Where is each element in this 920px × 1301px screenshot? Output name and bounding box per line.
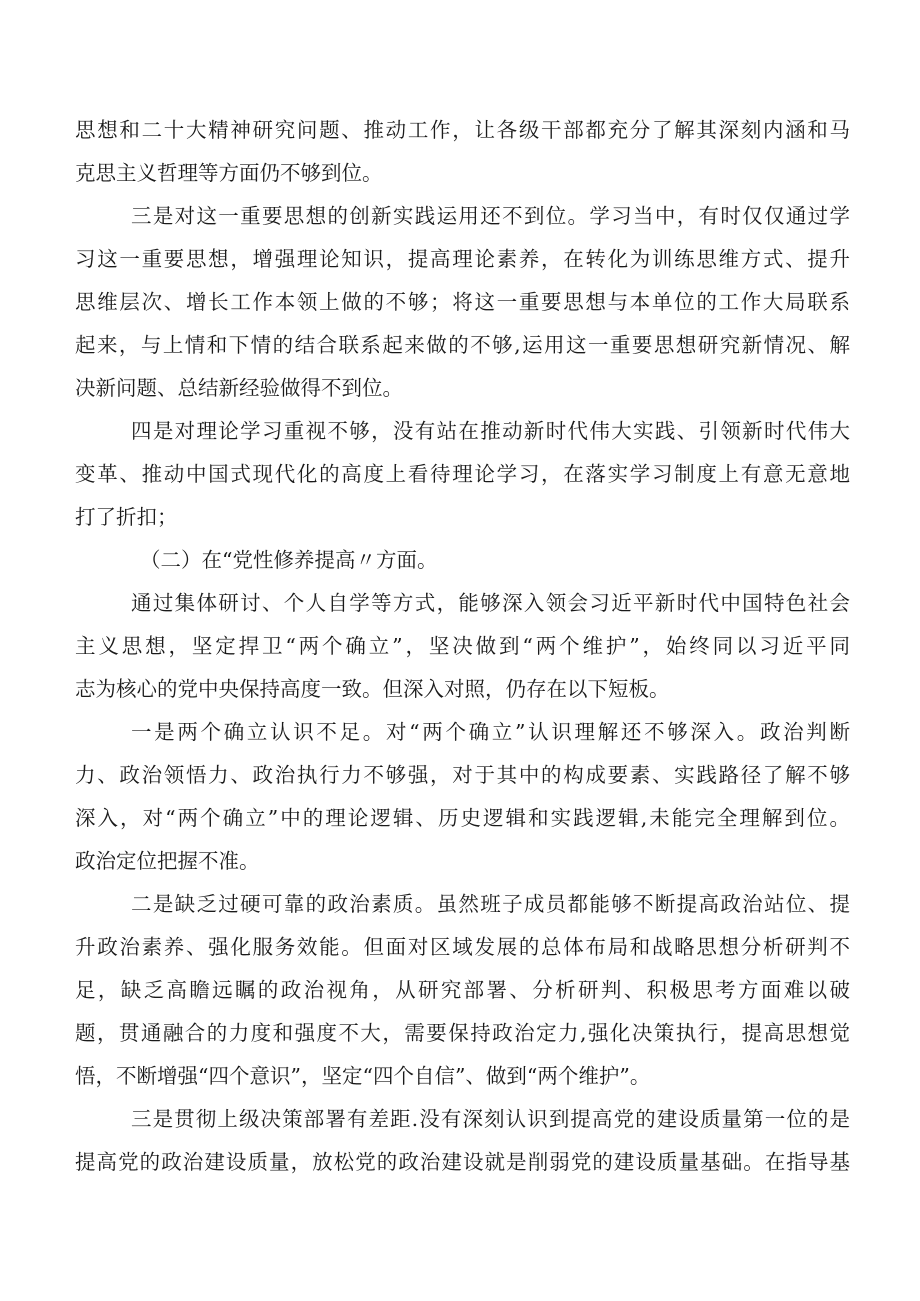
text-line: 力、政治领悟力、政治执行力不够强，对于其中的构成要素、实践路径了解不够 [75, 763, 850, 787]
paragraph-first-line: 通过集体研讨、个人自学等方式，能够深入领会习近平新时代中国特色社会 [131, 591, 850, 615]
text-line: 升政治素养、强化服务效能。但面对区域发展的总体布局和战略思想分析研判不 [75, 935, 850, 959]
paragraph-first-line: 二是缺乏过硬可靠的政治素质。虽然班子成员都能够不断提高政治站位、提 [131, 892, 850, 916]
text-line: 提高党的政治建设质量，放松党的政治建设就是削弱党的建设质量基础。在指导基 [75, 1150, 850, 1174]
text-line: 悟，不断增强“四个意识”，坚定“四个自信”、做到“两个维护”。 [75, 1064, 651, 1088]
text-line: 打了折扣； [75, 505, 178, 529]
text-line: 变革、推动中国式现代化的高度上看待理论学习，在落实学习制度上有意无意地 [75, 462, 850, 486]
text-line: 深入，对“两个确立”中的理论逻辑、历史逻辑和实践逻辑,未能完全理解到位。 [75, 806, 850, 830]
text-line: 思想和二十大精神研究问题、推动工作，让各级干部都充分了解其深刻内涵和马 [75, 118, 850, 142]
text-line: 题，贯通融合的力度和强度不大，需要保持政治定力,强化决策执行，提高思想觉 [75, 1021, 850, 1045]
text-line: 起来，与上情和下情的结合联系起来做的不够,运用这一重要思想研究新情况、解 [75, 333, 850, 357]
text-line: 思维层次、增长工作本领上做的不够；将这一重要思想与本单位的工作大局联系 [75, 290, 850, 314]
text-line: 主义思想，坚定捍卫“两个确立”，坚决做到“两个维护”，始终同以习近平同 [75, 634, 850, 658]
section-heading: （二）在“党性修养提高〃方面。 [140, 548, 438, 572]
paragraph-first-line: 四是对理论学习重视不够，没有站在推动新时代伟大实践、引领新时代伟大 [131, 419, 850, 443]
text-line: 志为核心的党中央保持高度一致。但深入对照，仍存在以下短板。 [75, 677, 670, 701]
text-line: 克思主义哲理等方面仍不够到位。 [75, 161, 383, 185]
paragraph-first-line: 三是贯彻上级决策部署有差距.没有深刻认识到提高党的建设质量第一位的是 [131, 1107, 850, 1131]
text-line: 习这一重要思想，增强理论知识，提高理论素养，在转化为训练思维方式、提升 [75, 247, 850, 271]
paragraph-first-line: 一是两个确立认识不足。对“两个确立”认识理解还不够深入。政治判断 [131, 720, 850, 744]
text-line: 决新问题、总结新经验做得不到位。 [75, 376, 403, 400]
paragraph-first-line: 三是对这一重要思想的创新实践运用还不到位。学习当中，有时仅仅通过学 [131, 204, 850, 228]
text-line: 足，缺乏高瞻远瞩的政治视角，从研究部署、分析研判、积极思考方面难以破 [75, 978, 850, 1002]
text-line: 政治定位把握不准。 [75, 849, 260, 873]
